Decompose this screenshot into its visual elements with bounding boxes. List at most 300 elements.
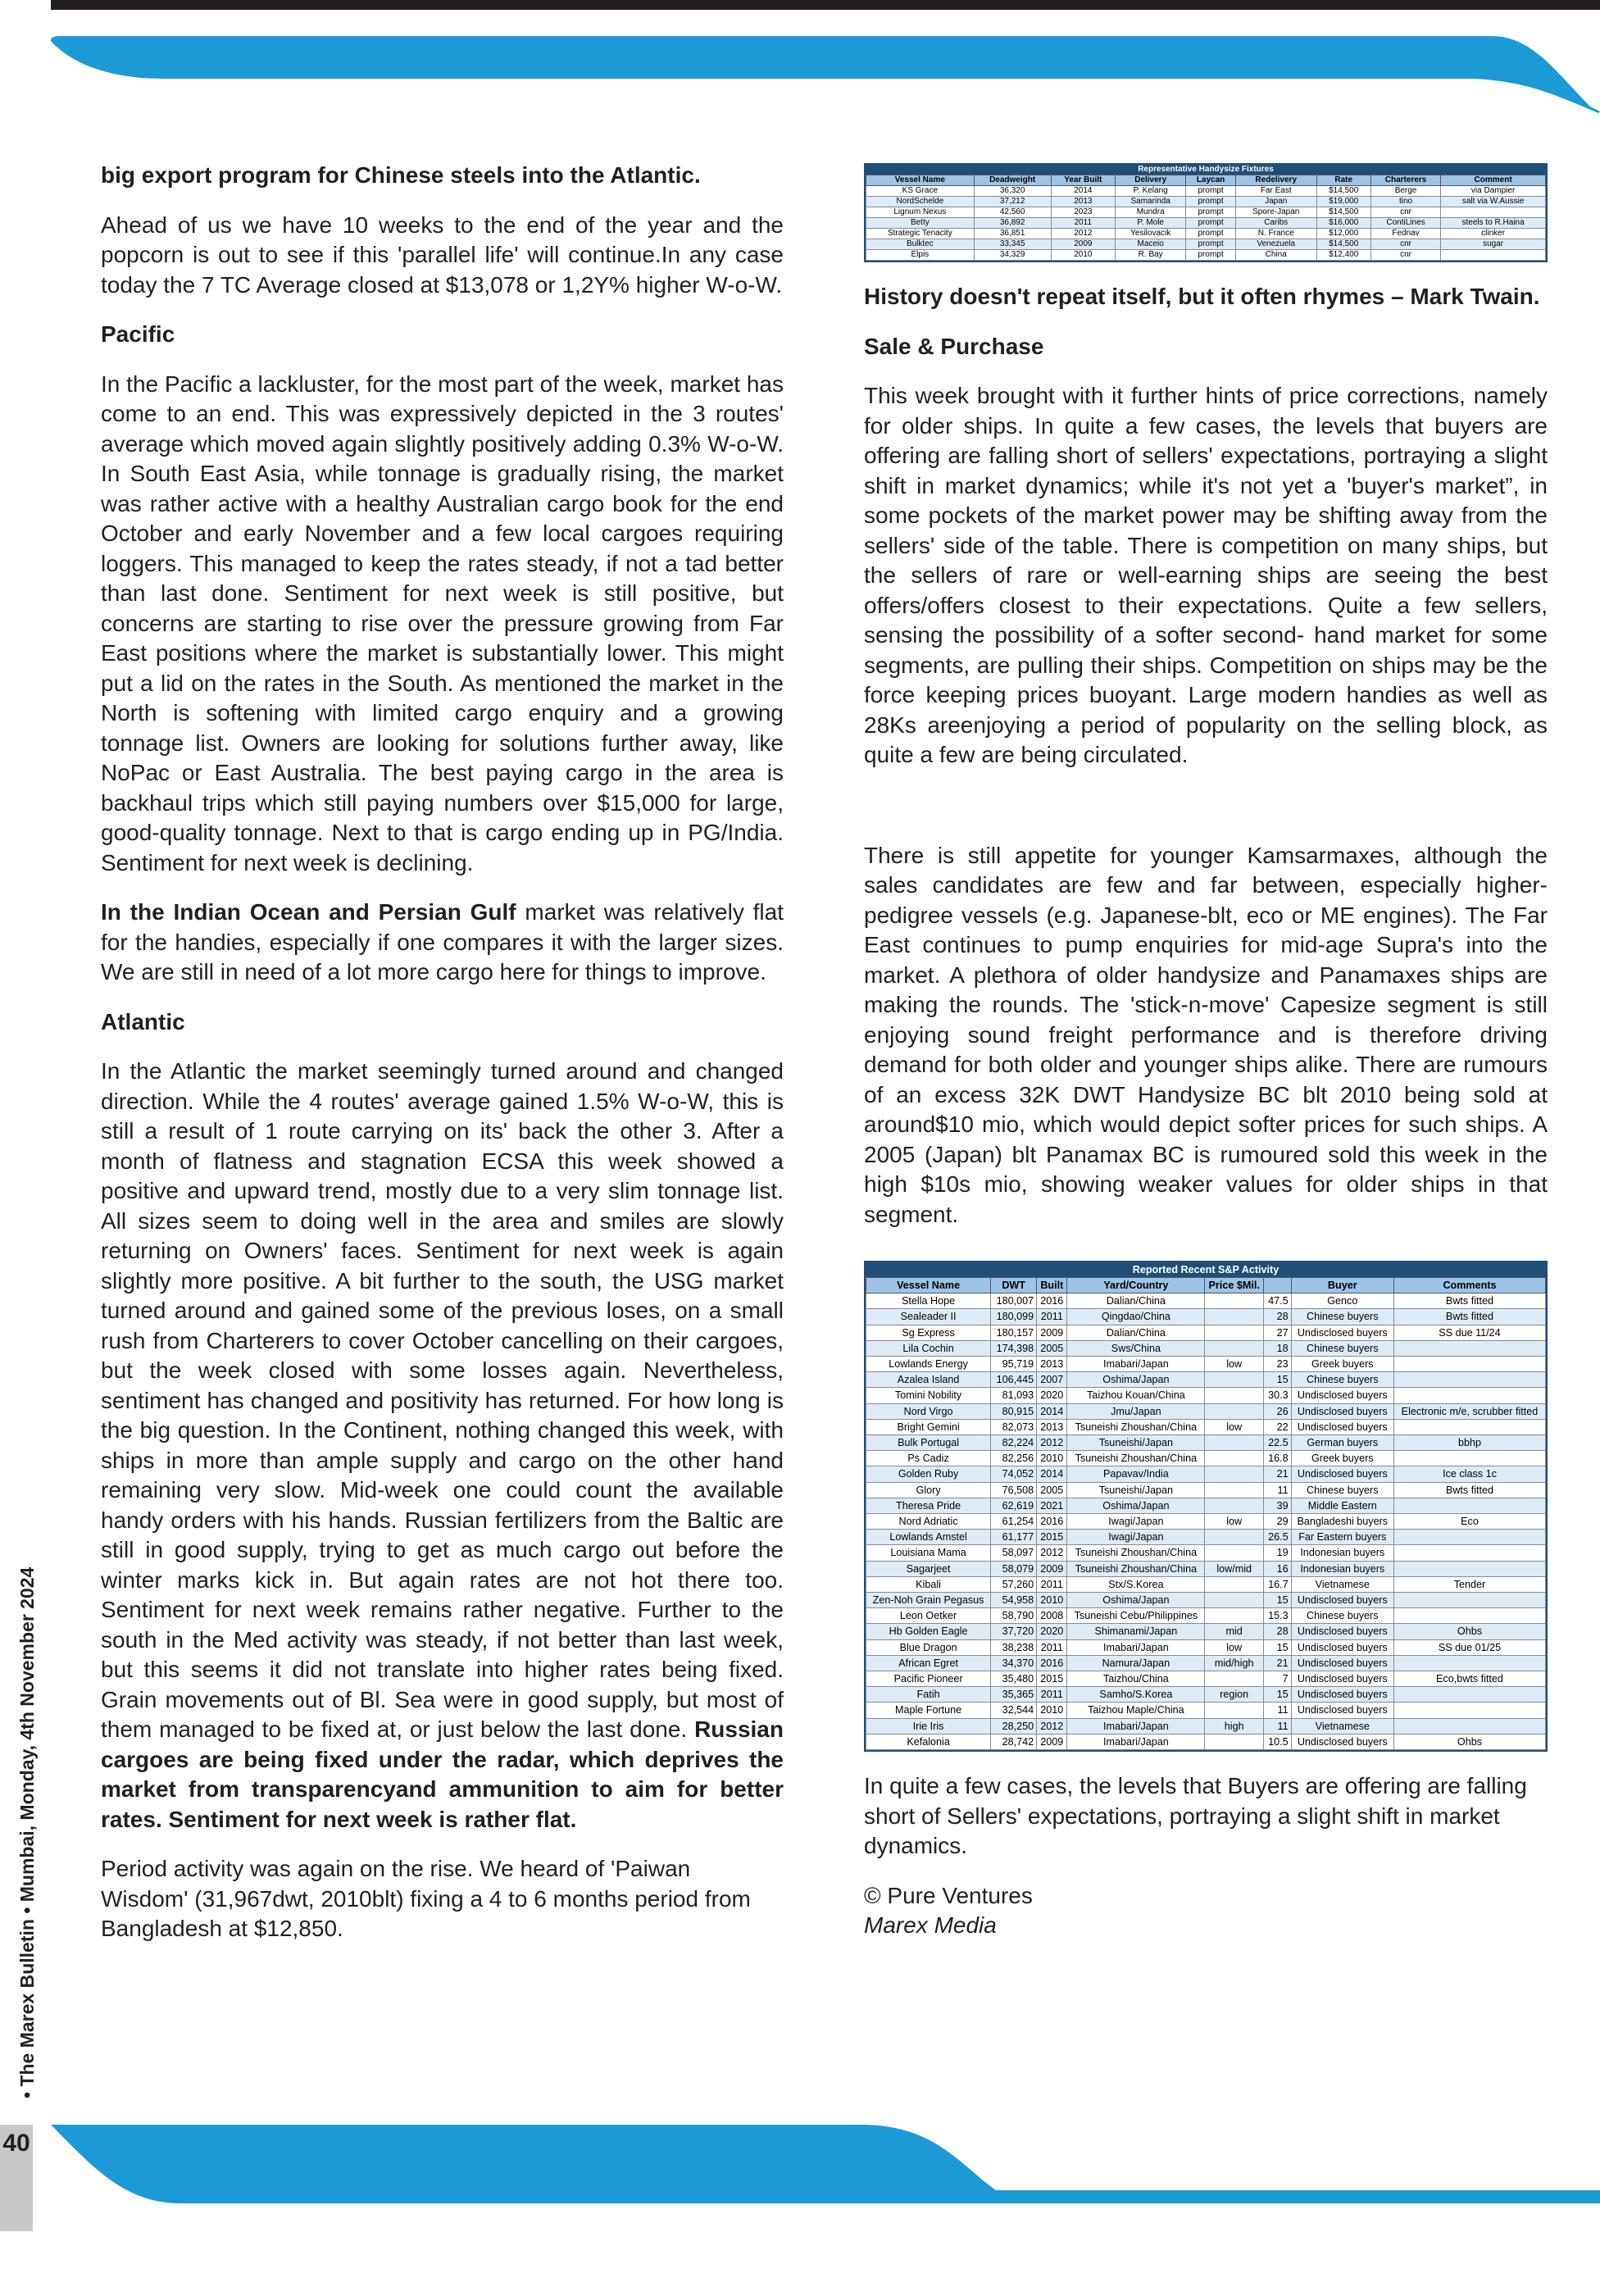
sp-cell: Eco,bwts fitted (1393, 1671, 1545, 1687)
sp-cell: 21 (1264, 1655, 1292, 1671)
sp-cell: 28 (1264, 1624, 1292, 1639)
sp-row (866, 1435, 1546, 1451)
sp-cell: Lowlands Amstel (866, 1530, 991, 1545)
sp-cell (1393, 1419, 1545, 1434)
sp-row (866, 1372, 1546, 1388)
sp-cell: 2012 (1037, 1545, 1067, 1561)
fixtures-cell: $16,000 (1316, 218, 1370, 229)
sp-cell: 61,254 (991, 1514, 1037, 1530)
sp-cell: Lila Cochin (866, 1340, 991, 1356)
sp-cell: Ohbs (1393, 1624, 1545, 1639)
fixtures-cell: ContiLines (1370, 218, 1440, 229)
sp-cell: Taizhou Maple/China (1067, 1703, 1205, 1718)
sp-cell: Undisclosed buyers (1291, 1403, 1393, 1419)
sp-cell: Undisclosed buyers (1291, 1734, 1393, 1749)
sp-cell: Nord Virgo (866, 1403, 991, 1419)
sp-cell: 95,719 (991, 1357, 1037, 1372)
sp-cell (1393, 1357, 1545, 1372)
sp-cell: 38,238 (991, 1639, 1037, 1655)
sp-cell: Undisclosed buyers (1291, 1655, 1393, 1671)
fixtures-cell: $14,500 (1316, 207, 1370, 218)
sp-cell: 82,073 (991, 1419, 1037, 1434)
sp-row (866, 1734, 1546, 1749)
sp-cell (1393, 1388, 1545, 1403)
sp-cell: 16 (1264, 1561, 1292, 1576)
sp-cell: 28,742 (991, 1734, 1037, 1749)
fixtures-cell: prompt (1186, 239, 1236, 250)
sp-cell: Hb Golden Eagle (866, 1624, 991, 1639)
sp-row (866, 1576, 1546, 1592)
sp-cell: Tsuneishi Zhoushan/China (1067, 1451, 1205, 1466)
sp-cell (1205, 1671, 1264, 1687)
fixtures-row (866, 229, 1546, 239)
sp-cell: 82,256 (991, 1451, 1037, 1466)
fixtures-cell: NordSchelde (866, 197, 975, 207)
sp-header-cell: Comments (1393, 1278, 1545, 1293)
sp-cell: 2009 (1037, 1734, 1067, 1749)
sp-cell (1205, 1403, 1264, 1419)
sp-cell: 27 (1264, 1325, 1292, 1340)
fixtures-cell: 2010 (1051, 250, 1116, 261)
sp-cell: Electronic m/e, scrubber fitted (1393, 1403, 1545, 1419)
sp-cell: 2005 (1037, 1340, 1067, 1356)
fixtures-cell: Caribs (1235, 218, 1316, 229)
sp-cell: Bulk Portugal (866, 1435, 991, 1451)
sp-cell: 2012 (1037, 1435, 1067, 1451)
sp-cell: Vietnamese (1291, 1718, 1393, 1734)
atlantic-bold: Russian cargoes are being fixed under the radar, which deprives the market from transparencyand ammunition to aim for better rates. Sentiment for next week is rather flat. (101, 1716, 784, 1832)
sp-cell: 15.3 (1264, 1608, 1292, 1624)
sp-cell: high (1205, 1718, 1264, 1734)
sp-row (866, 1671, 1546, 1687)
sp-row (866, 1545, 1546, 1561)
sp-cell: Sealeader II (866, 1309, 991, 1325)
sp-cell (1205, 1703, 1264, 1718)
paragraph-outlook: Ahead of us we have 10 weeks to the end of the year and the popcorn is out to see if this 'parallel life' will continue.In any case today the 7 TC Average closed at $13,078 or 1,2Y% higher W-o-W. (101, 211, 784, 298)
sp-cell: Undisclosed buyers (1291, 1639, 1393, 1655)
fixtures-table-title: Representative Handysize Fixtures (866, 165, 1546, 175)
sp-cell: Tsuneishi Zhoushan/China (1067, 1561, 1205, 1576)
fixtures-row (866, 186, 1546, 197)
sp-cell: Papavav/India (1067, 1466, 1205, 1482)
fixtures-cell: salt via W.Aussie (1441, 197, 1546, 207)
sp-cell: Indonesian buyers (1291, 1561, 1393, 1576)
sp-cell: Namura/Japan (1067, 1655, 1205, 1671)
sidebar-publication-line: • The Marex Bulletin • Mumbai, Monday, 4th November 2024 (16, 1566, 38, 2098)
sp-cell: 19 (1264, 1545, 1292, 1561)
sp-cell: 81,093 (991, 1388, 1037, 1403)
sp-cell: SS due 11/24 (1393, 1325, 1545, 1340)
sp-cell: 2020 (1037, 1624, 1067, 1639)
sp-cell: 2011 (1037, 1687, 1067, 1703)
sp-cell: Ps Cadiz (866, 1451, 991, 1466)
sp-cell: Glory (866, 1482, 991, 1498)
sp-cell: Stx/S.Korea (1067, 1576, 1205, 1592)
sp-cell (1205, 1734, 1264, 1749)
sp-row (866, 1309, 1546, 1325)
fixtures-cell: Strategic Tenacity (866, 229, 975, 239)
fixtures-cell: 2011 (1051, 218, 1116, 229)
sp-cell (1205, 1482, 1264, 1498)
fixtures-cell: 2012 (1051, 229, 1116, 239)
sp-cell (1205, 1608, 1264, 1624)
fixtures-cell: 2009 (1051, 239, 1116, 250)
sp-cell (1205, 1498, 1264, 1513)
sp-cell: 23 (1264, 1357, 1292, 1372)
sp-cell: 16.7 (1264, 1576, 1292, 1592)
sp-cell: 174,398 (991, 1340, 1037, 1356)
fixtures-cell: prompt (1186, 218, 1236, 229)
fixtures-cell: 42,560 (974, 207, 1051, 218)
fixtures-cell: steels to R.Haina (1441, 218, 1546, 229)
fixtures-cell: prompt (1186, 207, 1236, 218)
paragraph-snp-3: In quite a few cases, the levels that Buyers are offering are falling short of Sellers' expectations, portraying a slight shift in market dynamics. (864, 1773, 1527, 1859)
sp-cell: Blue Dragon (866, 1639, 991, 1655)
sp-cell: 57,260 (991, 1576, 1037, 1592)
sp-cell: mid/high (1205, 1655, 1264, 1671)
fixtures-cell: 36,851 (974, 229, 1051, 239)
sp-cell: 11 (1264, 1703, 1292, 1718)
fixtures-cell: Spore-Japan (1235, 207, 1316, 218)
fixtures-cell (1441, 250, 1546, 261)
sp-cell: Sg Express (866, 1325, 991, 1340)
sp-cell: 39 (1264, 1498, 1292, 1513)
sp-cell (1393, 1608, 1545, 1624)
sp-table (866, 1277, 1546, 1750)
fixtures-cell: KS Grace (866, 186, 975, 197)
sp-row (866, 1608, 1546, 1624)
sp-cell: low (1205, 1514, 1264, 1530)
paragraph-pacific: In the Pacific a lackluster, for the most part of the week, market has come to an end. This was expressively depicted in the 3 routes' average which moved again slightly positively adding 0.3% W-o-W. In South East Asia, while tonnage is gradually rising, the market was rather active with a healthy Australian cargo book for the end October and early November and a few local cargoes requiring loggers. This managed to keep the rates steady, if not a tad better than last done. Sentiment for next week is still positive, but concerns are starting to rise over the pressure growing from Far East positions where the market is substantially lower. This might put a lid on the rates in the South. As mentioned the market in the North is softening with limited cargo enquiry and a growing tonnage list. Owners are looking for solutions further away, like NoPac or East Australia. The best paying cargo in the area is backhaul trips which still paying numbers over $15,000 for large, good-quality tonnage. Next to that is cargo ending up in PG/India. Sentiment for next week is declining. (101, 371, 784, 875)
sp-row (866, 1466, 1546, 1482)
fixtures-cell: $12,000 (1316, 229, 1370, 239)
sp-cell: Dalian/China (1067, 1325, 1205, 1340)
sp-row (866, 1325, 1546, 1340)
sp-cell: 16.8 (1264, 1451, 1292, 1466)
sp-cell: 2013 (1037, 1357, 1067, 1372)
sp-cell: low (1205, 1357, 1264, 1372)
fixtures-header-cell: Vessel Name (866, 175, 975, 186)
fixtures-cell: Venezuela (1235, 239, 1316, 250)
heading-pacific: Pacific (101, 321, 175, 347)
sp-cell: 22.5 (1264, 1435, 1292, 1451)
copyright: © Pure Ventures (864, 1882, 1033, 1908)
paragraph-period: Period activity was again on the rise. We heard of 'Paiwan Wisdom' (31,967dwt, 2010blt) fixing a 4 to 6 months period from Bangladesh at $12,850. (101, 1856, 751, 1941)
fixtures-cell: Japan (1235, 197, 1316, 207)
sp-cell: Iwagi/Japan (1067, 1514, 1205, 1530)
sp-cell (1393, 1451, 1545, 1466)
sp-cell: 2012 (1037, 1718, 1067, 1734)
sp-cell: Leon Oetker (866, 1608, 991, 1624)
sp-cell: Oshima/Japan (1067, 1498, 1205, 1513)
sp-cell: 10.5 (1264, 1734, 1292, 1749)
sp-cell: 2020 (1037, 1388, 1067, 1403)
fixtures-cell: Betty (866, 218, 975, 229)
sp-cell: Tomini Nobility (866, 1388, 991, 1403)
sp-row (866, 1388, 1546, 1403)
fixtures-header-cell: Deadweight (974, 175, 1051, 186)
sp-cell: Kibali (866, 1576, 991, 1592)
fixtures-cell: Bulktec (866, 239, 975, 250)
sp-row (866, 1451, 1546, 1466)
sp-cell (1393, 1561, 1545, 1576)
sp-cell: Lowlands Energy (866, 1357, 991, 1372)
sp-cell: 80,915 (991, 1403, 1037, 1419)
sp-cell: 26.5 (1264, 1530, 1292, 1545)
sp-cell: Bright Gemini (866, 1419, 991, 1434)
sp-cell: 2014 (1037, 1403, 1067, 1419)
sp-cell: Kefalonia (866, 1734, 991, 1749)
fixtures-cell: clinker (1441, 229, 1546, 239)
sp-row (866, 1624, 1546, 1639)
sp-cell: Chinese buyers (1291, 1340, 1393, 1356)
bottom-swoosh (51, 2125, 1600, 2203)
sp-cell: region (1205, 1687, 1264, 1703)
sp-cell: 58,079 (991, 1561, 1037, 1576)
sp-cell: Tsuneishi Cebu/Philippines (1067, 1608, 1205, 1624)
fixtures-cell: Berge (1370, 186, 1440, 197)
sp-cell: Chinese buyers (1291, 1372, 1393, 1388)
sp-cell: Tsuneishi/Japan (1067, 1482, 1205, 1498)
sp-cell: 2011 (1037, 1309, 1067, 1325)
sp-row (866, 1419, 1546, 1434)
sp-cell: Undisclosed buyers (1291, 1419, 1393, 1434)
sp-cell: 37,720 (991, 1624, 1037, 1639)
sp-cell: Irie Iris (866, 1718, 991, 1734)
sp-cell: 2009 (1037, 1325, 1067, 1340)
fixtures-cell: $14,500 (1316, 186, 1370, 197)
sp-cell: low (1205, 1419, 1264, 1434)
sp-cell: 22 (1264, 1419, 1292, 1434)
sp-row (866, 1482, 1546, 1498)
paragraph-snp-1: This week brought with it further hints of price corrections, namely for older ships. In quite a few cases, the levels that buyers are offering are falling short of sellers' expectations, portraying a slight shift in market dynamics; while it's not yet a 'buyer's market”, in some pockets of the market power may be shifting away from the sellers' side of the table. There is competition on many ships, but the sellers of rare or well-earning ships are seeing the best offers/offers closest to their expectations. Quite a few sellers, sensing the possibility of a softer second- hand market for some segments, are pulling their ships. Competition on ships may be the force keeping prices buoyant. Large modern handies as well as 28Ks areenjoying a period of popularity on the selling block, as quite a few are being circulated. (864, 383, 1548, 767)
sp-cell: Chinese buyers (1291, 1309, 1393, 1325)
sp-cell: 106,445 (991, 1372, 1037, 1388)
fixtures-cell: N. France (1235, 229, 1316, 239)
sp-cell: 30.3 (1264, 1388, 1292, 1403)
sp-row (866, 1498, 1546, 1513)
sp-cell: Tsuneishi Zhoushan/China (1067, 1419, 1205, 1434)
sp-row (866, 1687, 1546, 1703)
fixtures-cell: Maceio (1116, 239, 1186, 250)
top-swoosh (51, 36, 1600, 113)
fixtures-cell: prompt (1186, 229, 1236, 239)
sp-cell: Undisclosed buyers (1291, 1624, 1393, 1639)
sp-cell: SS due 01/25 (1393, 1639, 1545, 1655)
sp-table-wrapper (864, 1261, 1548, 1752)
sp-cell: low/mid (1205, 1561, 1264, 1576)
fixtures-cell: 2013 (1051, 197, 1116, 207)
sp-cell: 11 (1264, 1482, 1292, 1498)
sp-row (866, 1593, 1546, 1608)
sp-cell: Oshima/Japan (1067, 1372, 1205, 1388)
sp-cell: Bangladeshi buyers (1291, 1514, 1393, 1530)
sp-cell: German buyers (1291, 1435, 1393, 1451)
sp-cell: Golden Ruby (866, 1466, 991, 1482)
sp-cell: African Egret (866, 1655, 991, 1671)
sp-cell: Greek buyers (1291, 1357, 1393, 1372)
sp-row (866, 1655, 1546, 1671)
sp-cell: Shimanami/Japan (1067, 1624, 1205, 1639)
fixtures-cell: tino (1370, 197, 1440, 207)
sp-cell (1205, 1388, 1264, 1403)
sp-cell: 2013 (1037, 1419, 1067, 1434)
sp-cell: 58,790 (991, 1608, 1037, 1624)
sp-header-cell: Price $Mil. (1205, 1278, 1264, 1293)
sp-cell: Nord Adriatic (866, 1514, 991, 1530)
sp-cell: Qingdao/China (1067, 1309, 1205, 1325)
sp-cell (1393, 1687, 1545, 1703)
fixtures-header-cell: Redelivery (1235, 175, 1316, 186)
sp-cell: 2015 (1037, 1530, 1067, 1545)
fixtures-row (866, 239, 1546, 250)
sp-cell (1393, 1340, 1545, 1356)
paragraph-indian-ocean (101, 898, 784, 988)
sp-cell (1393, 1498, 1545, 1513)
sp-cell (1205, 1593, 1264, 1608)
sp-header-cell: Buyer (1291, 1278, 1393, 1293)
sp-cell: 82,224 (991, 1435, 1037, 1451)
sp-cell: Greek buyers (1291, 1451, 1393, 1466)
sp-cell: 21 (1264, 1466, 1292, 1482)
fixtures-cell: P. Kelang (1116, 186, 1186, 197)
fixtures-header-cell: Delivery (1116, 175, 1186, 186)
sp-header-cell (1264, 1278, 1292, 1293)
fixtures-cell: 36,892 (974, 218, 1051, 229)
fixtures-cell: Elpis (866, 250, 975, 261)
sp-cell: Indonesian buyers (1291, 1545, 1393, 1561)
paragraph-snp-2: There is still appetite for younger Kamsarmaxes, although the sales candidates are few and far between, especially higher-pedigree vessels (e.g. Japanese-blt, eco or ME engines). The Far East continues to pump enquiries for mid-age Supra's into the market. A plethora of older handysize and Panamaxes ships are making the rounds. The 'stick-n-move' Capesize segment is still enjoying sound freight performance and is therefore driving demand for both older and younger ships alike. There are rumours of an excess 32K DWT Handysize BC blt 2010 being sold at around$10 mio, which would depict softer prices for such ships. A 2005 (Japan) blt Panamax BC is rumoured sold this week in the high $10s mio, showing weaker values for older ships in that segment. (864, 842, 1548, 1227)
fixtures-cell: 2014 (1051, 186, 1116, 197)
sp-cell: low (1205, 1639, 1264, 1655)
fixtures-row (866, 207, 1546, 218)
sp-cell: Undisclosed buyers (1291, 1671, 1393, 1687)
sp-cell (1393, 1593, 1545, 1608)
sp-cell (1393, 1545, 1545, 1561)
sp-cell (1393, 1718, 1545, 1734)
heading-atlantic: Atlantic (101, 1008, 185, 1034)
fixtures-header-cell: Charterers (1370, 175, 1440, 186)
sp-cell: Azalea Island (866, 1372, 991, 1388)
fixtures-cell: Yesilovacik (1116, 229, 1186, 239)
sp-cell (1205, 1309, 1264, 1325)
sp-cell (1393, 1372, 1545, 1388)
sp-header-cell: DWT (991, 1278, 1037, 1293)
sp-cell: 28,250 (991, 1718, 1037, 1734)
sp-cell: Tsuneishi Zhoushan/China (1067, 1545, 1205, 1561)
sp-cell: Taizhou/China (1067, 1671, 1205, 1687)
sp-cell: 2016 (1037, 1514, 1067, 1530)
sp-cell (1205, 1293, 1264, 1309)
left-column (101, 161, 784, 1964)
sp-cell: 35,480 (991, 1671, 1037, 1687)
sp-row (866, 1293, 1546, 1309)
fixtures-cell: $14,500 (1316, 239, 1370, 250)
sp-cell (1393, 1703, 1545, 1718)
sp-cell: 26 (1264, 1403, 1292, 1419)
sp-cell: Imabari/Japan (1067, 1639, 1205, 1655)
sp-cell: 54,958 (991, 1593, 1037, 1608)
fixtures-row (866, 197, 1546, 207)
fixtures-header-cell: Laycan (1186, 175, 1236, 186)
sp-cell: 2010 (1037, 1703, 1067, 1718)
sp-cell: 76,508 (991, 1482, 1037, 1498)
signature: Marex Media (864, 1912, 997, 1939)
sp-cell: 11 (1264, 1718, 1292, 1734)
sp-cell: bbhp (1393, 1435, 1545, 1451)
sp-cell (1205, 1372, 1264, 1388)
sp-cell: Undisclosed buyers (1291, 1593, 1393, 1608)
paragraph-atlantic (101, 1057, 784, 1835)
fixtures-cell: Lignum Nexus (866, 207, 975, 218)
sp-cell: Ohbs (1393, 1734, 1545, 1749)
sp-cell: Stella Hope (866, 1293, 991, 1309)
fixtures-cell: via Dampier (1441, 186, 1546, 197)
intro-bold-line: big export program for Chinese steels into the Atlantic. (101, 162, 701, 188)
sp-cell (1393, 1530, 1545, 1545)
sp-cell: 2005 (1037, 1482, 1067, 1498)
sp-cell: 180,099 (991, 1309, 1037, 1325)
sp-cell: Dalian/China (1067, 1293, 1205, 1309)
fixtures-cell: Mundra (1116, 207, 1186, 218)
sp-cell: 35,365 (991, 1687, 1037, 1703)
indian-ocean-bold: In the Indian Ocean and Persian Gulf (101, 899, 516, 925)
sp-cell: Eco (1393, 1514, 1545, 1530)
fixtures-header-cell: Comment (1441, 175, 1546, 186)
fixtures-row (866, 218, 1546, 229)
sp-cell: Tender (1393, 1576, 1545, 1592)
sp-cell: 2008 (1037, 1608, 1067, 1624)
sp-row (866, 1530, 1546, 1545)
fixtures-cell: 2023 (1051, 207, 1116, 218)
heading-sale-purchase: Sale & Purchase (864, 333, 1044, 359)
sp-cell: 2014 (1037, 1466, 1067, 1482)
sp-cell: 15 (1264, 1639, 1292, 1655)
fixtures-cell: prompt (1186, 186, 1236, 197)
sp-row (866, 1403, 1546, 1419)
sp-cell: Maple Fortune (866, 1703, 991, 1718)
indian-ocean-text: market was relatively flat for the handies, especially if one compares it with the larger sizes. We are still in need of a lot more cargo here for things to improve. (101, 899, 784, 984)
sp-cell: 62,619 (991, 1498, 1037, 1513)
sp-header-cell: Vessel Name (866, 1278, 991, 1293)
fixtures-cell: sugar (1441, 239, 1546, 250)
sp-cell: 2011 (1037, 1639, 1067, 1655)
fixtures-cell: 37,212 (974, 197, 1051, 207)
sp-cell: Undisclosed buyers (1291, 1687, 1393, 1703)
fixtures-cell: Samarinda (1116, 197, 1186, 207)
sp-cell: Undisclosed buyers (1291, 1388, 1393, 1403)
sp-row (866, 1703, 1546, 1718)
fixtures-cell: 34,329 (974, 250, 1051, 261)
sp-cell: 2021 (1037, 1498, 1067, 1513)
fixtures-cell: Far East (1235, 186, 1316, 197)
sp-cell: 29 (1264, 1514, 1292, 1530)
fixtures-cell: 36,320 (974, 186, 1051, 197)
sp-cell: 34,370 (991, 1655, 1037, 1671)
fixtures-cell: P. Mole (1116, 218, 1186, 229)
sp-cell: 47.5 (1264, 1293, 1292, 1309)
sp-cell: Samho/S.Korea (1067, 1687, 1205, 1703)
sp-cell (1205, 1530, 1264, 1545)
sp-row (866, 1514, 1546, 1530)
sp-cell: Chinese buyers (1291, 1608, 1393, 1624)
sp-row (866, 1561, 1546, 1576)
fixtures-header-cell: Rate (1316, 175, 1370, 186)
sp-cell: 2009 (1037, 1561, 1067, 1576)
sp-cell: 2016 (1037, 1655, 1067, 1671)
sp-cell: Imabari/Japan (1067, 1718, 1205, 1734)
sp-cell: Genco (1291, 1293, 1393, 1309)
